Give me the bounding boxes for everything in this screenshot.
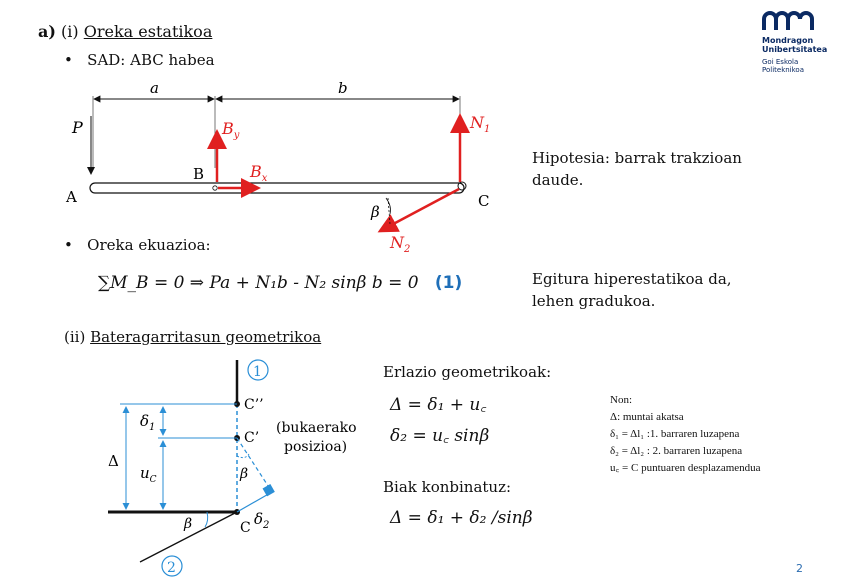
point-a-label: A <box>66 188 77 206</box>
compatibility-figure <box>100 352 370 584</box>
logo-line4: Politeknikoa <box>762 66 805 74</box>
delta2-projection <box>237 438 272 492</box>
point-c-label: C <box>478 192 490 210</box>
relations-title: Erlazio geometrikoak: <box>383 363 552 381</box>
final-pos-line2: posizioa) <box>284 439 348 455</box>
dim-a-label: a <box>150 79 159 97</box>
equilibrium-equation-text: ∑M_B = 0 ⇒ Pa + N₁b - N₂ sinβ b = 0 <box>98 273 419 293</box>
final-pos-line1: (bukaerako <box>276 420 357 436</box>
beam-figure <box>60 76 520 256</box>
bullet-dot-icon: • <box>64 51 73 69</box>
notes-line4: u꜀ = C puntuaren desplazamendua <box>610 462 761 474</box>
force-n2-label: $N_2$ <box>390 233 411 255</box>
university-logo <box>762 10 842 74</box>
notes-line3: δ₂ = Δl₂ : 2. barraren luzapena <box>610 445 743 457</box>
beta-label-bottom: β <box>184 516 193 532</box>
part2-label: (ii) <box>64 328 86 346</box>
point-c1-label: C’ <box>244 430 260 446</box>
point-b-label: B <box>193 165 205 183</box>
point-c2-label: C’’ <box>244 397 264 413</box>
bar1-label: 1 <box>253 364 262 380</box>
pin-b <box>213 186 217 190</box>
beta-arc <box>386 198 391 214</box>
beta-label-top: β <box>240 466 249 482</box>
bullet-sad <box>64 51 215 69</box>
delta2-label: $\delta_2$ <box>254 510 270 531</box>
part-label: a) <box>38 22 56 41</box>
part2-heading <box>64 328 321 346</box>
logo-line3: Goi Eskola <box>762 58 799 66</box>
right-angle-marker <box>263 484 275 496</box>
bar2-label: 2 <box>167 560 176 576</box>
hypothesis-line2: daude. <box>532 171 584 189</box>
bullet-dot-icon: • <box>64 236 73 254</box>
part-heading <box>38 22 212 41</box>
force-n1-label: $N_1$ <box>470 113 491 135</box>
relation-eq1: Δ = δ₁ + u꜀ <box>390 395 487 415</box>
hyperstatic-line1: Egitura hiperestatikoa da, <box>532 270 732 288</box>
notes-line2: δ₁ = Δl₁ :1. barraren luzapena <box>610 428 740 440</box>
force-bx-label: $B_x$ <box>250 162 268 184</box>
hypothesis-line1: Hipotesia: barrak trakzioan <box>532 149 742 167</box>
hyperstatic-text <box>532 268 732 312</box>
beam-abc <box>90 183 464 193</box>
equation-number: (1) <box>434 273 463 293</box>
page-number: 2 <box>796 562 803 575</box>
force-by-label: $B_y$ <box>222 119 240 141</box>
equilibrium-equation <box>98 273 462 293</box>
notes-line1: Δ: muntai akatsa <box>610 411 684 423</box>
relation-eq3: Δ = δ₁ + δ₂ /sinβ <box>390 508 533 528</box>
logo-line1: Mondragon <box>762 36 814 45</box>
load-p-label: P <box>72 118 83 137</box>
notes-title: Non: <box>610 394 632 406</box>
point-c-label: C <box>240 520 251 536</box>
bullet-sad-text: SAD: ABC habea <box>87 51 215 69</box>
combine-title: Biak konbinatuz: <box>383 478 512 496</box>
force-n2-arrow <box>382 189 459 230</box>
mondragon-logo-icon <box>762 10 814 32</box>
bullet-oreka-text: Oreka ekuazioa: <box>87 236 211 254</box>
part1-title: Oreka estatikoa <box>83 22 213 41</box>
logo-line2: Unibertsitatea <box>762 45 828 54</box>
hypothesis-text <box>532 147 742 191</box>
delta1-label: $\delta_1$ <box>140 412 156 433</box>
beta-arc-top <box>237 454 249 458</box>
dim-b-label: b <box>338 79 348 97</box>
beta-arc-bottom <box>205 512 208 527</box>
beam-beta-label: β <box>371 203 380 221</box>
hyperstatic-line2: lehen gradukoa. <box>532 292 656 310</box>
uc-label: $u_C$ <box>140 464 157 485</box>
part2-title: Bateragarritasun geometrikoa <box>90 328 322 346</box>
notes-block <box>610 392 761 477</box>
part1-label: (i) <box>61 22 79 41</box>
delta-label: Δ <box>108 452 119 470</box>
bullet-oreka <box>64 236 211 254</box>
relation-eq2: δ₂ = u꜀ sinβ <box>390 426 490 446</box>
